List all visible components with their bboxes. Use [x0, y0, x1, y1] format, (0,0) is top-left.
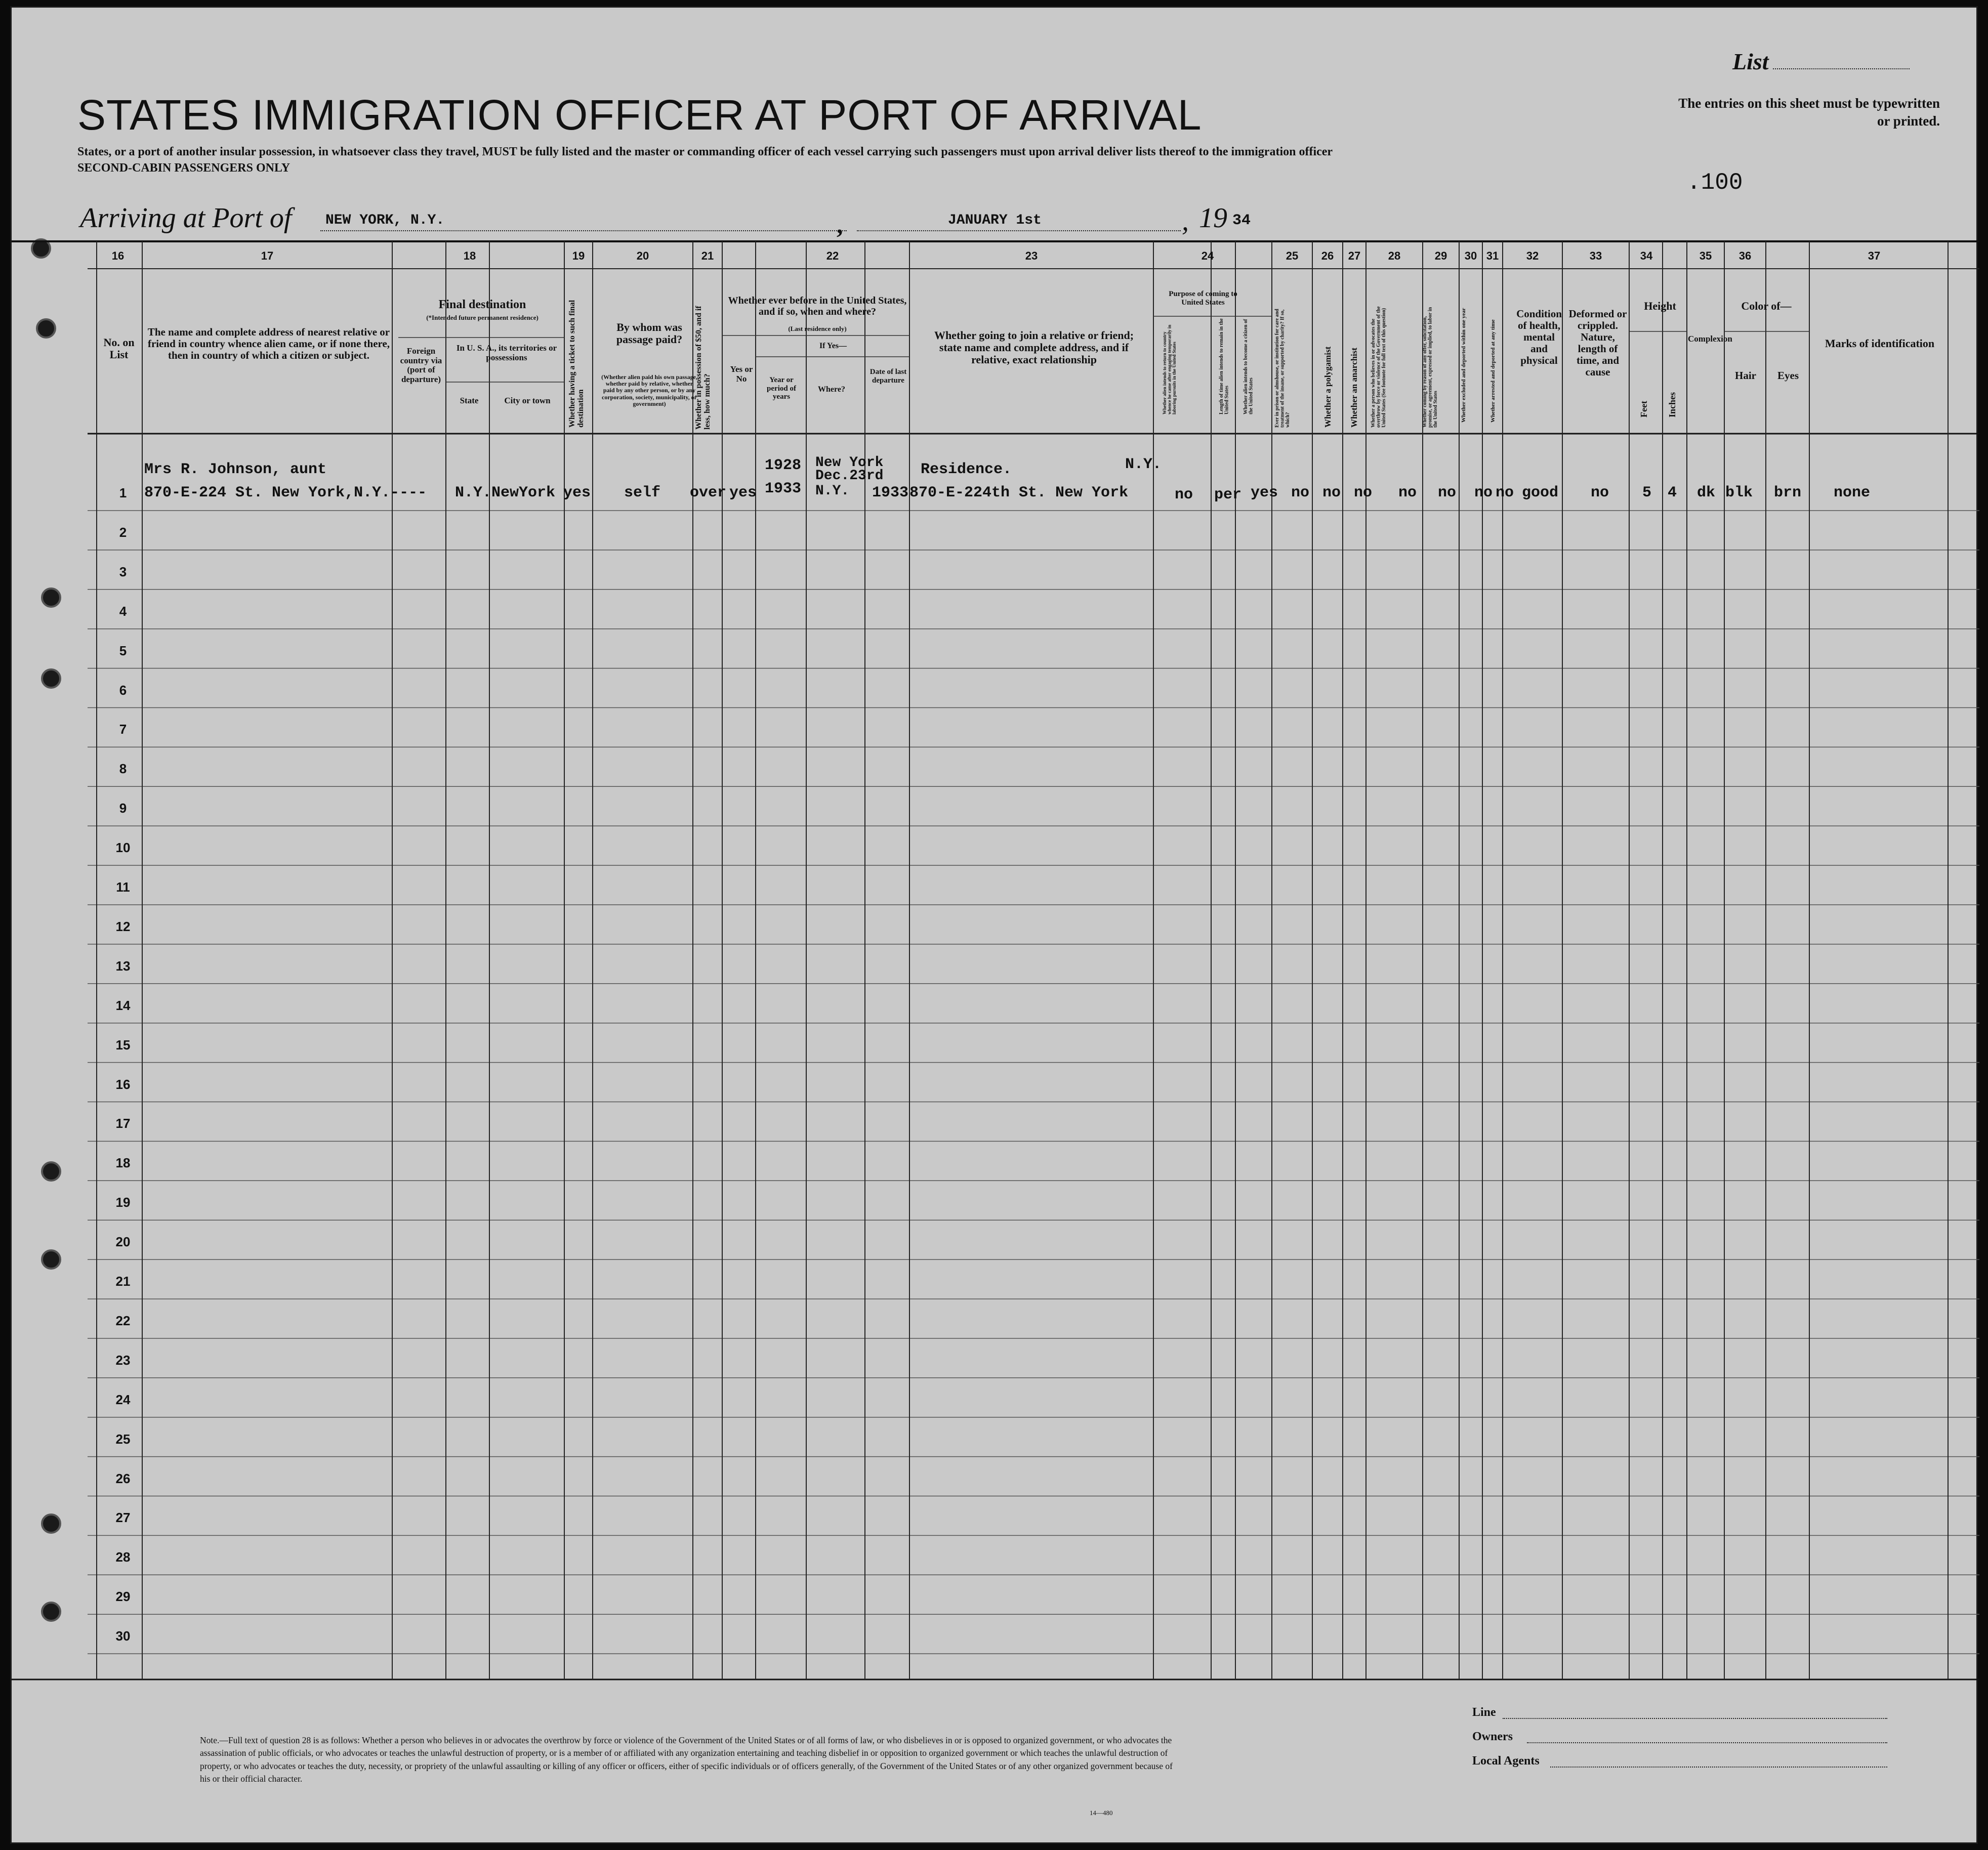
heading-q29: Whether coming by reason of any offer, solicitation, promise, or agreement, expressed or implied, to labor in the United States: [1422, 307, 1438, 428]
row-number: 12: [115, 918, 131, 934]
entry-purpose-a: no: [1175, 486, 1193, 503]
heading-color-of: Color of—: [1741, 300, 1792, 312]
heading-final-destination: Final destination: [438, 298, 526, 311]
manifest-sheet: [10, 6, 1978, 1844]
heading-date-last-departure: Date of last departure: [869, 368, 907, 385]
comma: ,: [1182, 205, 1189, 237]
entry-feet: 5: [1642, 484, 1652, 501]
row-number: 1: [119, 485, 127, 500]
heading-feet: Feet: [1639, 401, 1649, 417]
row-number: 7: [119, 722, 127, 737]
year-prefix: 19: [1199, 202, 1227, 234]
entry-departure: 1933: [872, 484, 909, 501]
row-number: 28: [115, 1549, 131, 1565]
heading-state: State: [460, 396, 479, 405]
heading-year-period: Year or period of years: [767, 376, 796, 401]
row-number: 10: [115, 840, 131, 856]
form-grid: [12, 8, 1979, 1845]
heading-purpose-a: Whether alien intends to return to country whence he came after engaging temporarily in laboring pursuits in the United States: [1162, 324, 1177, 414]
heading-city: City or town: [504, 396, 551, 405]
column-number: 31: [1486, 249, 1499, 262]
heading-in-usa: In U. S. A., its territories or possessions: [456, 343, 557, 362]
entry-relative-line2: 870-E-224 St. New York,N.Y.----: [144, 484, 427, 501]
row-number: 16: [115, 1076, 131, 1092]
form-code: 14—480: [1090, 1809, 1113, 1817]
heading-purpose: Purpose of coming to United States: [1169, 290, 1237, 307]
row-number: 9: [119, 801, 127, 816]
column-number: 33: [1589, 249, 1602, 262]
local-agents-field: [1550, 1767, 1887, 1768]
entry-year1: 1928: [765, 457, 802, 474]
column-number: 36: [1738, 249, 1752, 262]
heading-q31: Whether arrested and deported at any time: [1490, 319, 1496, 423]
column-number: 27: [1348, 249, 1361, 262]
entry-deformed: no: [1591, 484, 1609, 501]
entry-complexion: dk: [1697, 484, 1716, 501]
heading-eyes: Eyes: [1777, 369, 1799, 382]
subtitle: States, or a port of another insular possession, in whatsoever class they travel, MUST be fully listed and the master or commanding officer of each vessel carrying such passengers must upon arrival deliver lists thereof to the immigration officer: [77, 145, 1333, 158]
heading-passage-paid: By whom was passage paid?: [616, 321, 683, 346]
entry-q26: no: [1322, 484, 1341, 501]
entry-where3: N.Y.: [815, 483, 850, 499]
entry-ticket: yes: [563, 484, 591, 501]
port-value: NEW YORK, N.Y.: [325, 213, 445, 228]
heading-anarchist: Whether an anarchist: [1349, 347, 1359, 428]
row-number: 8: [119, 761, 127, 777]
entry-where1: New York: [815, 455, 884, 471]
class-line: SECOND-CABIN PASSENGERS ONLY: [77, 161, 291, 175]
entry-q30: no: [1474, 484, 1493, 501]
row-number: 26: [115, 1470, 131, 1486]
heading-passage-note: (Whether alien paid his own passage, whether paid by relative, whether paid by any other person, or by any corporation, society, municipality, or government): [601, 373, 697, 407]
heading-purpose-c: Whether alien intends to become a citizen of the United States: [1243, 319, 1254, 414]
column-number: 20: [636, 249, 649, 262]
heading-marks: Marks of identification: [1825, 337, 1935, 350]
owners-label: Owners: [1472, 1730, 1513, 1743]
heading-before-in-us: Whether ever before in the United States, and if so, when and where?: [728, 295, 907, 317]
heading-fifty-dollars: Whether in possession of $50, and if less, how much?: [694, 306, 712, 430]
list-number: .100: [1687, 170, 1743, 196]
entry-year2: 1933: [765, 480, 802, 497]
heading-deformed: Deformed or crippled. Nature, length of time, and cause: [1568, 308, 1627, 379]
row-number: 14: [115, 997, 131, 1013]
entries-note: The entries on this sheet must be typewritten or printed.: [1678, 96, 1940, 129]
entry-hair: blk: [1725, 484, 1753, 501]
heading-yes-no: Yes or No: [730, 364, 753, 384]
heading-no-on-list: No. on List: [103, 336, 135, 361]
row-number: 27: [115, 1510, 131, 1526]
heading-final-destination-note: (*Intended future permanent residence): [426, 314, 539, 321]
column-number: 17: [261, 249, 274, 262]
column-number: 16: [111, 249, 125, 262]
entry-fifty: over: [690, 484, 727, 501]
row-numbers: [108, 8, 138, 1845]
row-number: 24: [115, 1392, 131, 1407]
entry-q27: no: [1354, 484, 1373, 501]
heading-foreign-country: Foreign country via (port of departure): [400, 346, 442, 385]
column-number: 28: [1388, 249, 1401, 262]
entry-where2: Dec.23rd: [815, 468, 884, 484]
date-value: JANUARY 1st: [948, 213, 1042, 228]
line-label: Line: [1472, 1706, 1496, 1719]
heading-nearest-relative: The name and complete address of nearest relative or friend in country whence alien came, or if none there, then in country of which a citizen or subject.: [147, 326, 390, 362]
row-number: 18: [115, 1155, 131, 1171]
heading-polygamist: Whether a polygamist: [1323, 346, 1333, 428]
heading-hair: Hair: [1735, 369, 1756, 382]
arriving-label: Arriving at Port of: [80, 202, 292, 234]
row-number: 19: [115, 1195, 131, 1210]
column-number: 22: [826, 249, 839, 262]
heading-prison: Ever in prison or almshouse, or institution for care and treatment of the insane, or supported by charity? If so, which?: [1274, 309, 1291, 428]
row-number: 3: [119, 564, 127, 579]
row-number: 25: [115, 1431, 131, 1447]
heading-where: Where?: [818, 385, 845, 394]
heading-condition: Condition of health, mental and physical: [1516, 308, 1562, 367]
entry-join-line2: 870-E-224th St. New York: [909, 484, 1129, 501]
row-number: 6: [119, 682, 127, 698]
local-agents-label: Local Agents: [1472, 1754, 1540, 1768]
heading-join-relative: Whether going to join a relative or friend; state name and complete address, and if relative, exact relationship: [934, 329, 1134, 366]
column-number: 21: [701, 249, 714, 262]
column-number: 19: [572, 249, 585, 262]
row-number: 20: [115, 1234, 131, 1250]
entry-purpose-b: per: [1214, 486, 1242, 503]
comma: ,: [837, 211, 843, 239]
heading-ticket: Whether having a ticket to such final destination: [568, 300, 585, 428]
heading-q30: Whether excluded and deported within one year: [1461, 308, 1467, 423]
entry-q29: no: [1438, 484, 1457, 501]
column-number: 34: [1640, 249, 1653, 262]
row-number: 21: [115, 1274, 131, 1289]
entry-inches: 4: [1668, 484, 1677, 501]
year-suffix: 34: [1232, 212, 1251, 229]
row-number: 17: [115, 1116, 131, 1131]
row-number: 5: [119, 643, 127, 658]
row-number: 13: [115, 958, 131, 974]
column-number: 24: [1201, 249, 1214, 262]
row-number: 30: [115, 1628, 131, 1644]
row-number: 4: [119, 603, 127, 619]
heading-if-yes: If Yes—: [819, 342, 847, 350]
row-number: 23: [115, 1352, 131, 1368]
row-number: 2: [119, 524, 127, 540]
heading-inches: Inches: [1667, 392, 1677, 417]
entry-q28: no: [1398, 484, 1417, 501]
column-number: 32: [1526, 249, 1539, 262]
entry-eyes: brn: [1774, 484, 1802, 501]
entry-passage: self: [624, 484, 661, 501]
column-number: 18: [463, 249, 476, 262]
heading-height: Height: [1644, 300, 1676, 312]
entry-condition: good: [1522, 484, 1559, 501]
row-number: 15: [115, 1037, 131, 1053]
entry-before: yes: [729, 484, 757, 501]
heading-last-residence: (Last residence only): [788, 325, 847, 332]
footer-note: Note.—Full text of question 28 is as follows: Whether a person who believes in or advocates the overthrow by force or violence of the Government of the United States or of all forms of law, or who disbelieves in or is opposed to organized government, or who advocates the assassination of public officials, or who advocates or teaches the unlawful destruction of property, or is a member of or affiliated with any organization entertaining and teaching disbelief in or opposition to organized government or which teaches the unlawful destruction of property, or who advocates or teaches the duty, necessity, or propriety of the unlawful assaulting or killing of any officer or officers, either of specific individuals or of officers generally, of the Government of the United States or of any other organized government because of his or their official character.: [200, 1735, 1173, 1784]
list-label: List: [1732, 49, 1769, 74]
entry-join-line1b: N.Y.: [1125, 456, 1162, 473]
column-number: 29: [1434, 249, 1447, 262]
entry-relative-line1: Mrs R. Johnson, aunt: [144, 461, 327, 478]
column-number: 35: [1699, 249, 1712, 262]
entry-state: N.Y.: [455, 484, 492, 501]
page-title: STATES IMMIGRATION OFFICER AT PORT OF ARRIVAL: [77, 91, 1202, 139]
entry-marks: none: [1834, 484, 1871, 501]
column-number: 30: [1464, 249, 1477, 262]
column-number: 26: [1321, 249, 1334, 262]
row-number: 29: [115, 1589, 131, 1605]
owners-field: [1527, 1742, 1887, 1743]
entry-q25: no: [1291, 484, 1310, 501]
entry-join-line1: Residence.: [921, 461, 1012, 478]
column-number: 37: [1868, 249, 1881, 262]
entry-q31: no: [1496, 484, 1514, 501]
entry-purpose-c: yes: [1251, 484, 1278, 501]
column-number: 23: [1025, 249, 1038, 262]
heading-purpose-b: Length of time alien intends to remain in the United States: [1219, 318, 1230, 414]
row-number: 11: [116, 879, 130, 895]
column-numbers: [12, 249, 1979, 265]
entry-city: NewYork: [491, 484, 556, 501]
heading-q28: Whether a person who believes in or advocates the overthrow by force or violence of the Government of the United States (See footnote for full text of this question): [1371, 306, 1387, 428]
line-field: [1503, 1718, 1887, 1719]
row-number: 22: [115, 1313, 131, 1328]
heading-complexion: Complexion: [1688, 334, 1732, 344]
column-number: 25: [1286, 249, 1299, 262]
